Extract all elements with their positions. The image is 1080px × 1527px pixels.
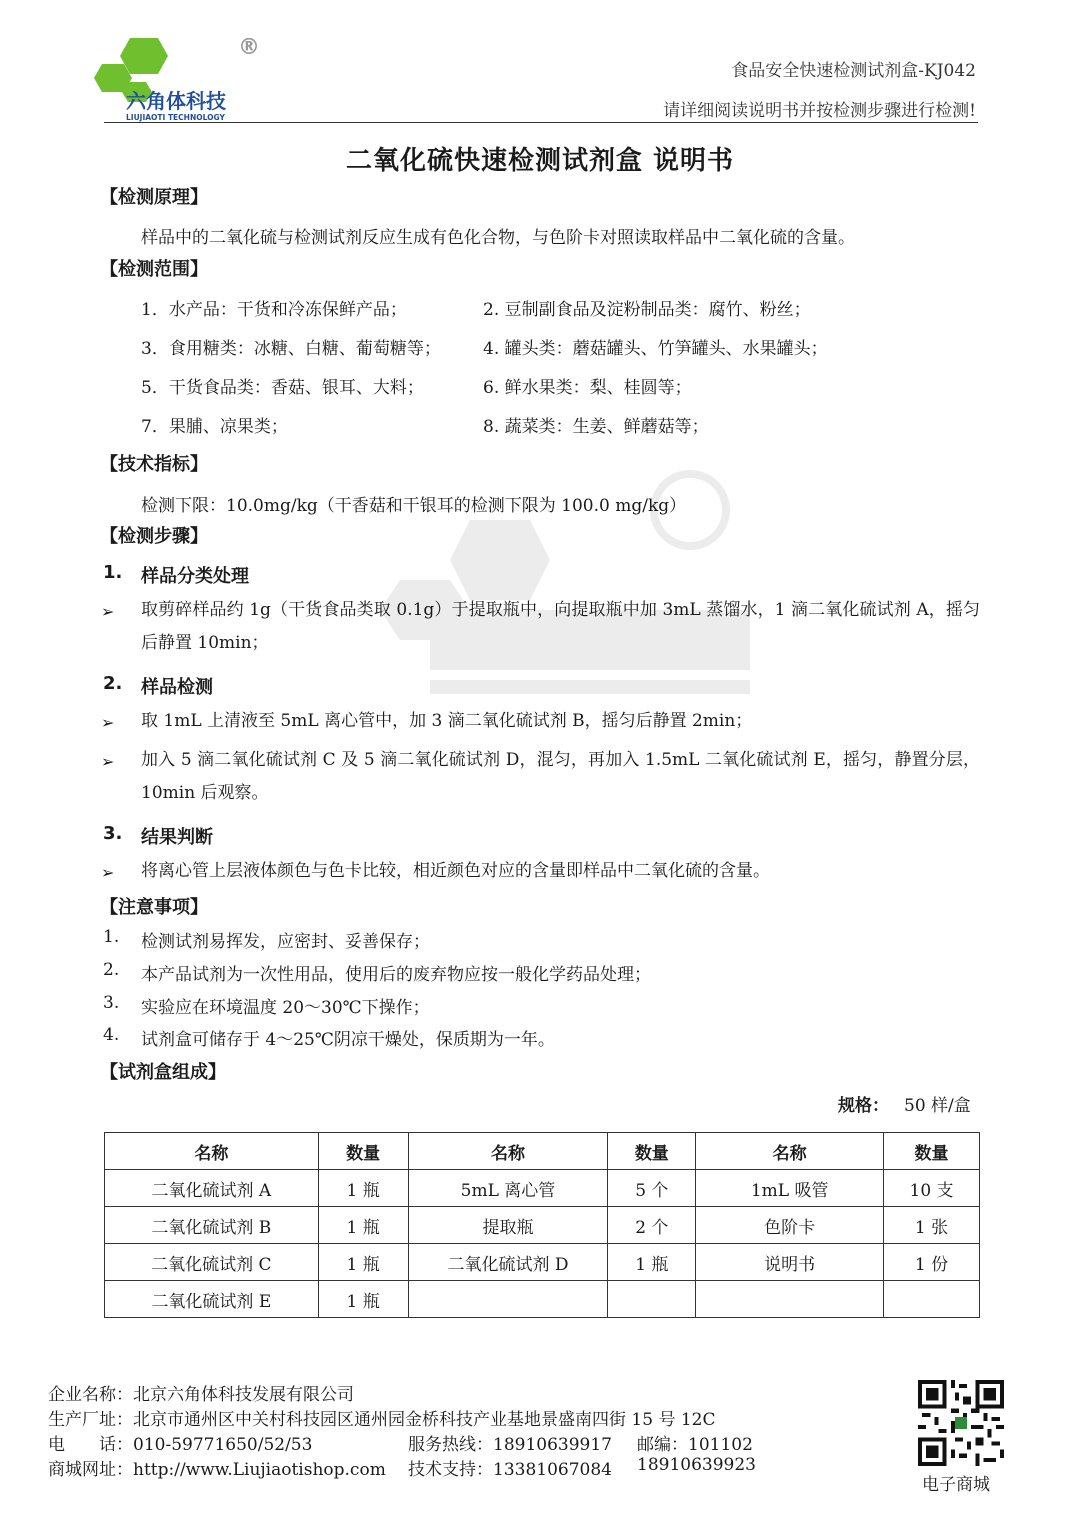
note-number: 1. — [103, 927, 120, 947]
table-cell: 10 支 — [884, 1170, 980, 1207]
table-cell: 1 份 — [884, 1244, 980, 1281]
header-divider — [104, 122, 978, 123]
step-number: 3. — [103, 823, 123, 844]
table-cell: 5 个 — [608, 1170, 696, 1207]
kit-components-table — [104, 1132, 980, 1318]
step-title: 结果判断 — [141, 827, 213, 848]
qr-code-icon[interactable] — [918, 1380, 1004, 1466]
step-instruction: 取剪碎样品约 1g（干货食品类取 0.1g）于提取瓶中，向提取瓶中加 3mL 蒸馏水，1 滴二氧化硫试剂 A，摇匀后静置 10min； — [141, 600, 980, 653]
bullet-arrow-icon: ➢ — [101, 602, 115, 621]
table-cell: 2 个 — [608, 1207, 696, 1244]
spec-text: 检测下限：10.0mg/kg（干香菇和干银耳的检测下限为 100.0 mg/kg） — [141, 496, 687, 516]
table-cell: 二氧化硫试剂 C — [105, 1244, 319, 1281]
table-cell: 1 瓶 — [318, 1170, 408, 1207]
kit-spec-label: 规格： — [838, 1096, 889, 1116]
step-title: 样品分类处理 — [141, 566, 249, 587]
note-text: 检测试剂易挥发，应密封、妥善保存； — [141, 932, 430, 952]
note-number: 3. — [103, 993, 120, 1013]
logo-text-cn: 六角体科技 — [126, 89, 226, 113]
logo-text-en: LIUJIAOTI TECHNOLOGY — [126, 113, 225, 122]
footer-phone: 电 话：010-59771650/52/53 — [48, 1435, 313, 1455]
column-header: 数量 — [318, 1133, 408, 1170]
table-cell: 二氧化硫试剂 D — [408, 1244, 608, 1281]
bullet-arrow-icon: ➢ — [101, 713, 115, 732]
reading-reminder: 请详细阅读说明书并按检测步骤进行检测! — [663, 101, 976, 121]
registered-mark-icon: ® — [238, 35, 260, 60]
footer-company: 企业名称：北京六角体科技发展有限公司 — [48, 1385, 354, 1405]
column-header: 名称 — [105, 1133, 319, 1170]
table-cell: 1 张 — [884, 1207, 980, 1244]
footer-support-2: 18910639923 — [637, 1455, 756, 1475]
table-cell: 1 瓶 — [318, 1244, 408, 1281]
step-instruction: 取 1mL 上清液至 5mL 离心管中，加 3 滴二氧化硫试剂 B，摇匀后静置 2min； — [141, 711, 753, 731]
section-notes-heading: 【注意事项】 — [100, 897, 208, 918]
scope-item: 8. 蔬菜类：生姜、鲜蘑菇等； — [483, 417, 709, 437]
scope-item: 4. 罐头类：蘑菇罐头、竹笋罐头、水果罐头； — [483, 339, 828, 359]
table-row — [105, 1281, 980, 1318]
scope-item: 6. 鲜水果类：梨、桂圆等； — [483, 378, 692, 398]
company-logo — [88, 30, 268, 125]
table-cell — [408, 1281, 608, 1318]
column-header: 数量 — [884, 1133, 980, 1170]
step-instruction: 加入 5 滴二氧化硫试剂 C 及 5 滴二氧化硫试剂 D，混匀，再加入 1.5mL 二氧化硫试剂 E，摇匀，静置分层，10min 后观察。 — [141, 750, 980, 803]
kit-spec-value: 50 样/盒 — [904, 1096, 971, 1116]
scope-item: 7．果脯、凉果类； — [141, 417, 288, 437]
table-cell: 5mL 离心管 — [408, 1170, 608, 1207]
document-title: 二氧化硫快速检测试剂盒 说明书 — [345, 146, 735, 176]
principle-text: 样品中的二氧化硫与检测试剂反应生成有色化合物，与色阶卡对照读取样品中二氧化硫的含量。 — [141, 228, 855, 248]
qr-caption: 电子商城 — [922, 1475, 990, 1495]
column-header: 名称 — [696, 1133, 884, 1170]
note-text: 试剂盒可储存于 4～25℃阴凉干燥处，保质期为一年。 — [141, 1030, 555, 1050]
table-cell: 二氧化硫试剂 B — [105, 1207, 319, 1244]
bullet-arrow-icon: ➢ — [101, 863, 115, 882]
table-cell — [608, 1281, 696, 1318]
table-cell: 1mL 吸管 — [696, 1170, 884, 1207]
note-text: 实验应在环境温度 20～30℃下操作； — [141, 998, 430, 1018]
step-instruction: 将离心管上层液体颜色与色卡比较，相近颜色对应的含量即样品中二氧化硫的含量。 — [141, 861, 770, 881]
section-principle-heading: 【检测原理】 — [100, 187, 208, 208]
table-cell: 1 瓶 — [318, 1207, 408, 1244]
table-cell: 色阶卡 — [696, 1207, 884, 1244]
footer-hotline: 服务热线：18910639917 — [408, 1435, 612, 1455]
footer-postcode: 邮编：101102 — [637, 1435, 753, 1455]
table-cell: 二氧化硫试剂 E — [105, 1281, 319, 1318]
table-cell: 说明书 — [696, 1244, 884, 1281]
footer-support: 技术支持：13381067084 — [408, 1460, 612, 1480]
table-cell — [696, 1281, 884, 1318]
column-header: 数量 — [608, 1133, 696, 1170]
footer-address: 生产厂址：北京市通州区中关村科技园区通州园金桥科技产业基地景盛南四街 15 号 12C — [48, 1410, 716, 1430]
section-steps-heading: 【检测步骤】 — [100, 526, 208, 547]
column-header: 名称 — [408, 1133, 608, 1170]
table-header-row — [105, 1133, 980, 1170]
step-number: 2. — [103, 673, 123, 694]
table-cell: 提取瓶 — [408, 1207, 608, 1244]
scope-item: 2. 豆制副食品及淀粉制品类：腐竹、粉丝； — [483, 300, 811, 320]
table-cell: 二氧化硫试剂 A — [105, 1170, 319, 1207]
table-cell: 1 瓶 — [318, 1281, 408, 1318]
scope-item: 5．干货食品类：香菇、银耳、大料； — [141, 378, 424, 398]
scope-item: 1．水产品：干货和冷冻保鲜产品； — [141, 300, 407, 320]
section-kit-heading: 【试剂盒组成】 — [100, 1062, 226, 1083]
section-spec-heading: 【技术指标】 — [100, 454, 208, 475]
step-title: 样品检测 — [141, 677, 213, 698]
bullet-arrow-icon: ➢ — [101, 752, 115, 771]
scope-item: 3．食用糖类：冰糖、白糖、葡萄糖等； — [141, 339, 441, 359]
note-number: 4. — [103, 1025, 120, 1045]
table-cell — [884, 1281, 980, 1318]
table-row — [105, 1244, 980, 1281]
table-cell: 1 瓶 — [608, 1244, 696, 1281]
note-number: 2. — [103, 960, 120, 980]
step-number: 1. — [103, 562, 123, 583]
table-row — [105, 1170, 980, 1207]
product-line: 食品安全快速检测试剂盒-KJ042 — [731, 61, 976, 81]
table-row — [105, 1207, 980, 1244]
footer-website[interactable]: 商城网址：http://www.Liujiaotishop.com — [48, 1460, 386, 1480]
section-scope-heading: 【检测范围】 — [100, 259, 208, 280]
note-text: 本产品试剂为一次性用品，使用后的废弃物应按一般化学药品处理； — [141, 965, 651, 985]
